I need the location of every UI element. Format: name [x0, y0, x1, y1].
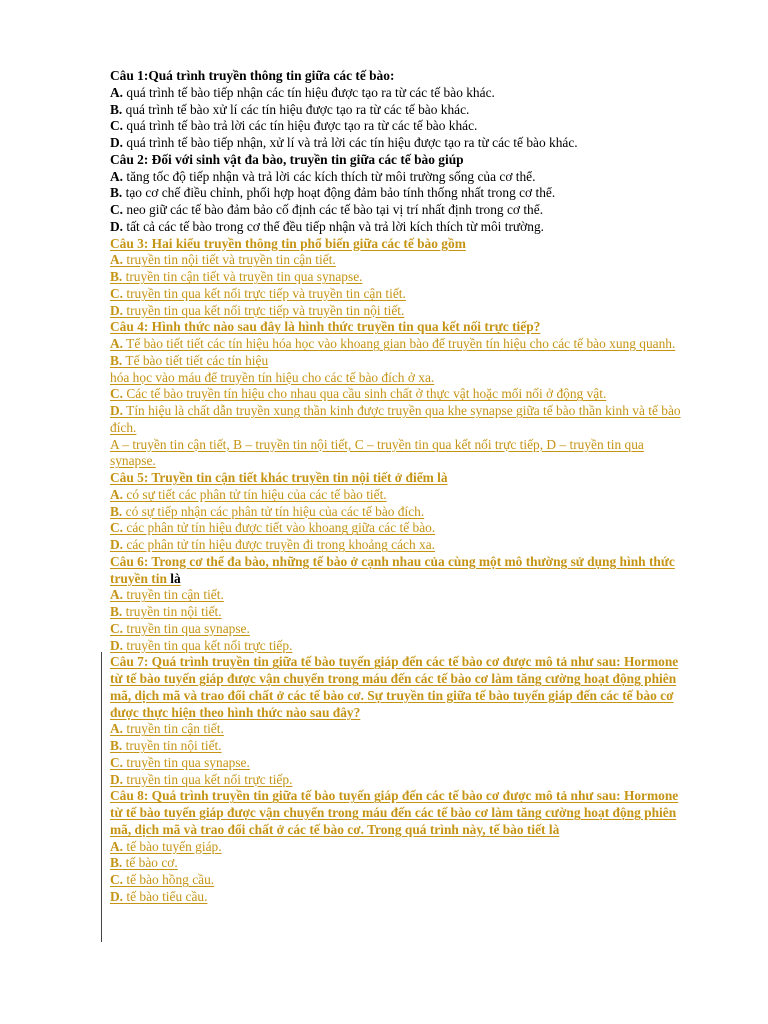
- answer-option: [110, 839, 690, 856]
- answer-option: [110, 755, 690, 772]
- text-run: D.: [110, 537, 124, 552]
- text-run: hóa học vào máu để truyền tín hiệu cho các tế bào đích ở xa.: [110, 369, 435, 385]
- text-run: D.: [110, 403, 124, 418]
- answer-option: [110, 269, 690, 286]
- text-run: B.: [110, 738, 123, 753]
- answer-option: [110, 336, 690, 353]
- answer-option: [110, 303, 690, 320]
- text-run: C.: [110, 386, 124, 402]
- text-run: tăng tốc độ tiếp nhận và trả lời các kích thích từ môi trường sống của cơ thể.: [123, 168, 536, 184]
- answer-option: [110, 504, 690, 521]
- question-stem: [110, 554, 690, 588]
- text-run: B.: [110, 269, 123, 284]
- text-run: A.: [110, 721, 124, 737]
- text-run: tất cả các tế bào trong cơ thể đều tiếp nhận và trả lời kích thích từ môi trường.: [123, 218, 545, 234]
- text-run: A – truyền tin cận tiết, B – truyền tin nội tiết, C – truyền tin qua kết nối trực tiếp, D – truyền tin qua synapse.: [110, 436, 644, 469]
- text-run: quá trình tế bào trả lời các tín hiệu được tạo ra từ các tế bào khác.: [123, 118, 478, 134]
- answer-option: [110, 872, 690, 889]
- text-run: truyền tin cận tiết và truyền tin qua synapse.: [122, 269, 363, 284]
- text-run: tế bào cơ.: [122, 855, 178, 871]
- text-run: Câu 3: Hai kiểu truyền thông tin phổ biến giữa các tế bào gồm: [110, 235, 466, 251]
- text-run: có sự tiếp nhận các phân tử tín hiệu của các tế bào đích.: [122, 503, 425, 519]
- answer-option: [110, 889, 690, 906]
- text-run: C.: [110, 620, 124, 636]
- answer-option: [110, 102, 690, 119]
- text-run: D.: [110, 771, 124, 787]
- text-run: Tế bào tiết tiết các tín hiệu: [122, 352, 269, 368]
- text-run: các phân tử tín hiệu được tiết vào khoang giữa các tế bào.: [123, 520, 436, 536]
- text-run: Câu 4: Hình thức nào sau đây là hình thức truyền tin qua kết nối trực tiếp?: [110, 319, 541, 335]
- question-block: [110, 554, 690, 655]
- text-run: Tín hiệu là chất dẫn truyền xung thần kinh được truyền qua khe synapse giữa tế bào thần kinh và tế bào đích.: [110, 403, 681, 435]
- answer-option: [110, 537, 690, 554]
- answer-option: [110, 437, 690, 471]
- text-run: Câu 1:Quá trình truyền thông tin giữa các tế bào:: [110, 68, 395, 83]
- answer-option: [110, 386, 690, 403]
- text-run: tế bào tiểu cầu.: [123, 888, 208, 904]
- question-block: [110, 68, 690, 152]
- answer-option: [110, 135, 690, 152]
- answer-option: [110, 721, 690, 738]
- text-run: quá trình tế bào tiếp nhận, xử lí và trả lời các tín hiệu được tạo ra từ các tế bào khác.: [123, 135, 578, 150]
- answer-option: [110, 487, 690, 504]
- text-run: tế bào tuyến giáp.: [123, 838, 222, 854]
- text-run: truyền tin nội tiết và truyền tin cận tiết.: [123, 252, 336, 268]
- text-run: quá trình tế bào tiếp nhận các tín hiệu được tạo ra từ các tế bào khác.: [123, 84, 495, 100]
- question-stem: [110, 68, 690, 85]
- question-stem: [110, 788, 690, 838]
- question-stem: [110, 152, 690, 169]
- answer-option: [110, 202, 690, 219]
- text-run: Câu 2: Đối với sinh vật đa bào, truyền tin giữa các tế bào giúp: [110, 151, 464, 167]
- text-run: Câu 5: Truyền tin cận tiết khác truyền tin nội tiết ở điểm là: [110, 470, 448, 485]
- answer-option: [110, 604, 690, 621]
- text-run: A.: [110, 84, 124, 100]
- answer-option: [110, 621, 690, 638]
- text-run: B.: [110, 352, 123, 368]
- margin-change-bar: [101, 652, 102, 942]
- text-run: truyền tin qua kết nối trực tiếp và truyền tin cận tiết.: [123, 285, 406, 301]
- question-stem: [110, 236, 690, 253]
- text-run: tạo cơ chế điều chỉnh, phối hợp hoạt động đảm bảo tính thống nhất trong cơ thể.: [122, 185, 556, 201]
- text-run: truyền tin nội tiết.: [122, 604, 222, 619]
- text-run: B.: [110, 185, 123, 201]
- text-run: truyền tin qua synapse.: [123, 620, 250, 636]
- answer-option: [110, 587, 690, 604]
- text-run: truyền tin qua kết nối trực tiếp.: [123, 771, 293, 787]
- answer-option: [110, 286, 690, 303]
- question-block: [110, 654, 690, 788]
- text-run: A.: [110, 838, 124, 854]
- question-stem: [110, 654, 690, 721]
- answer-option: [110, 185, 690, 202]
- answer-option: [110, 855, 690, 872]
- answer-option: [110, 520, 690, 537]
- answer-option: [110, 738, 690, 755]
- answer-option: [110, 353, 690, 370]
- text-run: A.: [110, 336, 124, 351]
- text-run: B.: [110, 604, 123, 619]
- text-run: A.: [110, 252, 124, 268]
- answer-option: [110, 403, 690, 437]
- text-run: D.: [110, 218, 124, 234]
- question-block: [110, 152, 690, 236]
- text-run: Câu 6: Trong cơ thể đa bào, những tế bào ở cạnh nhau của cùng một mô thường sử dụng hình thức truyền tin: [110, 553, 675, 586]
- question-block: [110, 236, 690, 320]
- text-run: B.: [110, 101, 123, 117]
- answer-option: [110, 638, 690, 655]
- text-run: neo giữ các tế bào đảm bảo cố định các tế bào tại vị trí nhất định trong cơ thể.: [123, 202, 544, 217]
- text-run: truyền tin cận tiết.: [123, 587, 224, 603]
- text-run: có sự tiết các phân tử tín hiệu của các tế bào tiết.: [123, 486, 387, 502]
- text-run: D.: [110, 135, 124, 150]
- text-run: C.: [110, 754, 124, 770]
- text-run: C.: [110, 285, 124, 301]
- answer-option: [110, 772, 690, 789]
- question-block: [110, 470, 690, 554]
- answer-option: [110, 118, 690, 135]
- text-run: C.: [110, 202, 124, 217]
- text-run: C.: [110, 118, 124, 134]
- text-run: Tế bào tiết tiết các tín hiệu hóa học vào khoang gian bào để truyền tín hiệu cho các tế bào xung quanh.: [123, 336, 676, 351]
- text-run: truyền tin cận tiết.: [123, 721, 224, 737]
- text-run: C.: [110, 520, 124, 536]
- question-stem: [110, 319, 690, 336]
- text-run: B.: [110, 855, 123, 871]
- question-block: [110, 319, 690, 470]
- question-stem: [110, 470, 690, 487]
- text-run: tế bào hồng cầu.: [123, 872, 215, 887]
- text-run: A.: [110, 168, 124, 184]
- text-run: D.: [110, 888, 124, 904]
- text-run: Câu 8: Quá trình truyền tin giữa tế bào tuyến giáp đến các tế bào cơ được mô tả như sau: Hormone từ tế bào tuyến giáp được vận chuyển trong máu đến các tế bào cơ làm tăng cường hoạt động phiên mã, dịch mã và trao đổi chất ở các tế bào cơ. Trong quá trình này, tế bào tiết là: [110, 788, 679, 837]
- text-run: các phân tử tín hiệu được truyền đi trong khoảng cách xa.: [123, 537, 436, 552]
- text-run: Các tế bào truyền tín hiệu cho nhau qua cầu sinh chất ở thực vật hoặc mối nối ở động vật.: [123, 386, 607, 402]
- answer-option: [110, 252, 690, 269]
- answer-option: [110, 370, 690, 387]
- answer-option: [110, 169, 690, 186]
- text-run: D.: [110, 302, 124, 318]
- text-run: quá trình tế bào xử lí các tín hiệu được tạo ra từ các tế bào khác.: [122, 101, 470, 117]
- text-run: B.: [110, 503, 123, 519]
- text-run: D.: [110, 637, 124, 653]
- text-run: Câu 7: Quá trình truyền tin giữa tế bào tuyến giáp đến các tế bào cơ được mô tả như sau: Hormone từ tế bào tuyến giáp được vận chuyển trong máu đến các tế bào cơ làm tăng cường hoạt động phiên mã, dịch mã và trao đổi chất ở các tế bào cơ. Sự truyền tin giữa tế bào tuyến giáp đến các tế bào cơ được thực hiện theo hình thức nào sau đây?: [110, 654, 679, 720]
- text-run: A.: [110, 587, 124, 603]
- text-run: truyền tin nội tiết.: [122, 738, 222, 753]
- document-body: [110, 68, 690, 906]
- answer-option: [110, 219, 690, 236]
- text-run: là: [170, 570, 181, 586]
- text-run: truyền tin qua kết nối trực tiếp và truyền tin nội tiết.: [123, 302, 405, 318]
- text-run: C.: [110, 872, 124, 887]
- text-run: truyền tin qua synapse.: [123, 754, 250, 770]
- answer-option: [110, 85, 690, 102]
- question-block: [110, 788, 690, 905]
- text-run: truyền tin qua kết nối trực tiếp.: [123, 637, 293, 653]
- text-run: A.: [110, 486, 124, 502]
